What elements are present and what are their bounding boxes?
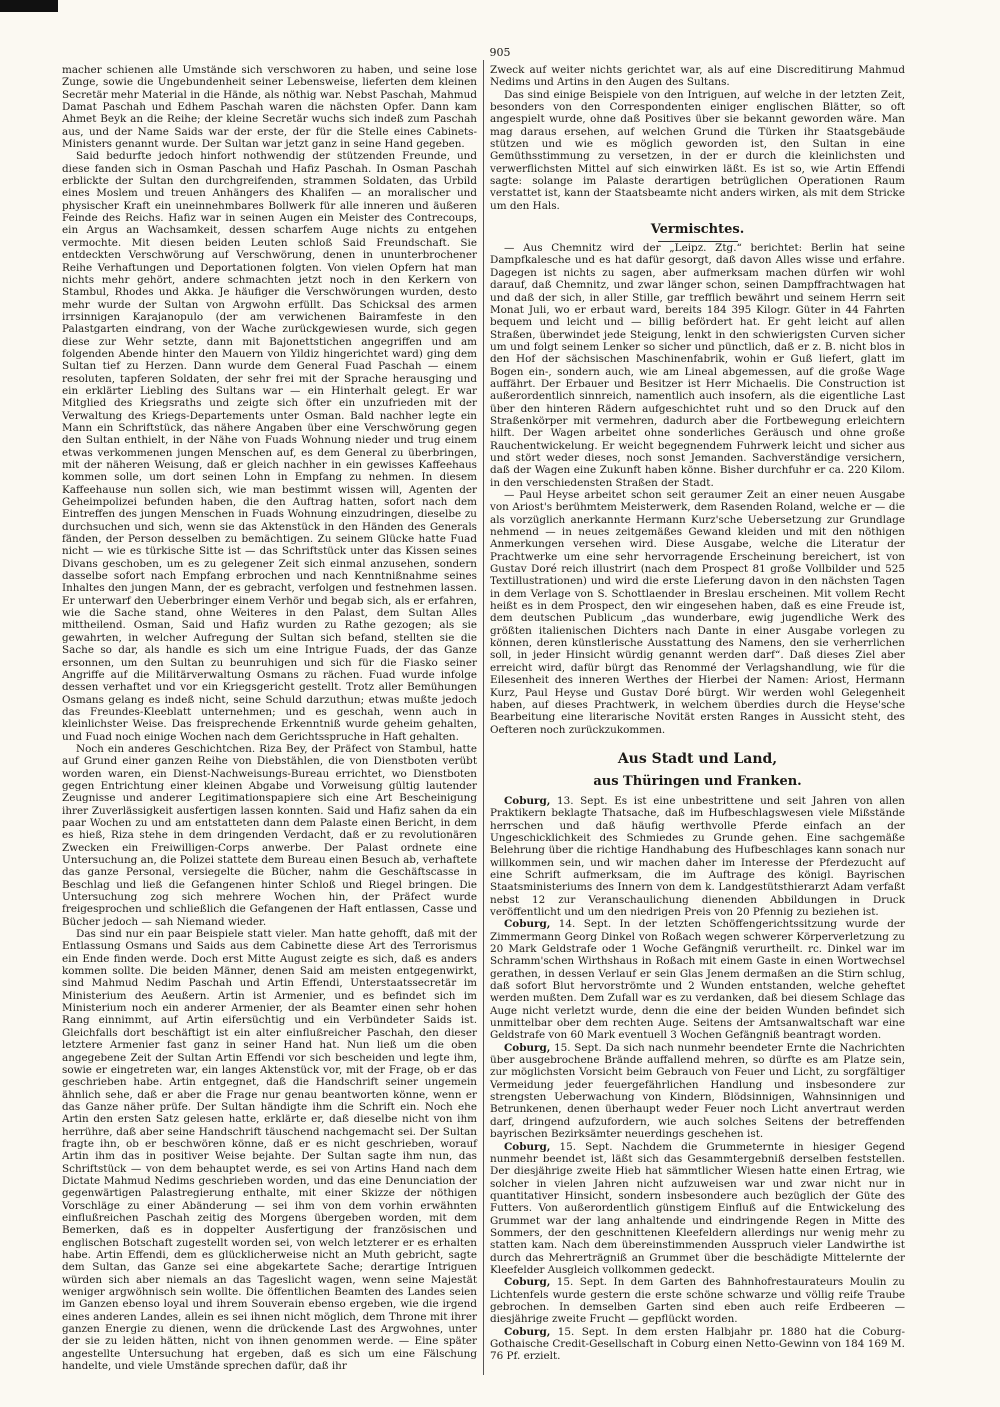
article-paragraph: Das sind einige Beispiele von den Intriguen, auf welche in der letzten Zeit, besonders von den Correspondenten einiger englischen Blätter, so oft angespielt wurde, ohne daß Positives über sie bekannt geworden wäre. Man mag daraus ersehen, auf welchen Grund die Türken ihr Staatsgebäude stützen und wie es möglich geworden ist, den Sultan in eine Gemüthsstimmung zu versetzen, in der er durch die kleinlichsten und verwerflichsten Mittel auf sich einwirken läßt. Es ist so, wie Artin Effendi sagte: solange im Palaste derartigen betrüglichen Operationen Raum verstattet ist, kann der Staatsbeamte nicht anders wirken, als mit dem Stricke um den Hals. — [490, 88, 905, 212]
dateline-place: Coburg, — [504, 1041, 551, 1054]
news-text: 15. Sept. In dem Garten des Bahnhofrestaurateurs Moulin zu Lichtenfels wurde gestern die erste schöne schwarze und völlig reife Traube gebrochen. In demselben Garten sind eben auch reife Erdbeeren — diesjährige zweite Frucht — gepflückt worden. — [490, 1276, 905, 1326]
dateline-place: Coburg, — [504, 1325, 551, 1338]
article-paragraph: macher schienen alle Umstände sich verschworen zu haben, und seine lose Zunge, sowie die Ungebundenheit seiner Lebensweise, lieferten dem kleinen Secretär mehr Material in die Hände, als nöthig war. Nebst Paschah, Mahmud Damat Paschah und Edhem Paschah waren die nächsten Opfer. Dann kam Ahmet Beyk an die Reihe; der kleine Secretär wuchs sich indeß zum Paschah aus, und der Name Saids war der erste, der für die Stelle eines Cabinets-Ministers genannt wurde. Der Sultan war jetzt ganz in seine Hand gegeben. — [62, 64, 477, 151]
news-item: — Paul Heyse arbeitet schon seit geraumer Zeit an einer neuen Ausgabe von Ariost's berühmtem Meisterwerk, dem Rasenden Roland, welche er — die als vorzüglich anerkannte Hermann Kurz'sche Uebersetzung zur Grundlage nehmend — in neues zeitgemäßes Gewand kleiden und mit den nöthigen Anmerkungen versehen wird. Diese Ausgabe, welche die Literatur der Prachtwerke um eine sehr hervorragende Erscheinung bereichert, ist von Gustav Doré reich illustrirt (nach dem Prospect 81 große Vollbilder und 525 Textillustrationen) und wird die erste Lieferung davon in den nächsten Tagen in dem Verlage von S. Schottlaender in Breslau erscheinen. Mit vollem Recht heißt es in dem Prospect, den wir eingesehen haben, daß es eine Freude ist, dem deutschen Publicum „das wunderbare, ewig jugendliche Werk des größten italienischen Dichters nach Dante in einer Ausgabe vorlegen zu können, deren künstlerische Ausstattung des Namens, den sie verherrlichen soll, in jeder Hinsicht würdig genannt werden darf“. Daß dieses Ziel aber erreicht wird, dafür bürgt das Renommé der Verlagshandlung, wie für die Eilesenheit des inneren Werthes der Hierbei der Namen: Ariost, Hermann Kurz, Paul Heyse und Gustav Doré bürgt. Wir werden wohl Gelegenheit haben, auf dieses Prachtwerk, in welchem überdies durch die Heyse'sche Bearbeitung eine literarische Novität ersten Ranges in Aussicht steht, des Oefteren noch zurückzukommen. — [490, 489, 905, 736]
news-text: 15. Sept. Da sich nach nunmehr beendeter Ernte die Nachrichten über ausgebrochene Brände auffallend mehren, so dürfte es am Platze sein, zur möglichsten Vorsicht beim Gebrauch von Feuer und Licht, zu sorgfältiger Vermeidung jeder feuergefährlichen Handlung und insbesondere zur strengsten Ueberwachung von Kindern, Blödsinnigen, Wahnsinnigen und Betrunkenen, denen überhaupt weder Feuer noch Licht anvertraut werden darf, dringend aufzufordern, wie auch solches Seitens der betreffenden bayrischen Bezirksämter neuerdings geschehen ist. — [490, 1041, 905, 1141]
news-text: 13. Sept. Es ist eine unbestrittene und seit Jahren von allen Praktikern beklagte Thatsache, daß im Hufbeschlagswesen viele Mißstände herrschen und daß häufig werthvolle Pferde einfach an der Ungeschicklichkeit des Schmiedes zu Grunde gehen. Eine sachgemäße Belehrung über die richtige Handhabung des Hufbeschlages kann sonach nur willkommen sein, und wir machen daher im Interesse der Pferdezucht auf eine Schrift aufmerksam, die im Auftrage des königl. Bayrischen Staatsministeriums des Innern von dem k. Landgestütsthierarzt Adam verfaßt nebst 12 zur Veranschaulichung dienenden Abbildungen in Druck veröffentlicht und um den niedrigen Preis von 20 Pfennig zu beziehen ist. — [490, 794, 905, 918]
dateline-place: Coburg, — [504, 794, 551, 807]
section-title-local: Aus Stadt und Land, — [617, 750, 778, 767]
vermischtes-body — [490, 242, 905, 736]
left-column — [62, 64, 477, 1372]
news-item: — Aus Chemnitz wird der „Leipz. Ztg.“ berichtet: Berlin hat seine Dampfkalesche und es hat dafür gesorgt, daß davon Alles wisse und erfahre. Dagegen ist nichts zu sagen, aber aufmerksam machen dürfen wir wohl darauf, daß Chemnitz, und zwar länger schon, seinen Dampffrachtwagen hat und daß der sich, in aller Stille, gar trefflich bewährt und seinem Herrn seit Monat Juli, wo er erbaut ward, bereits 184 395 Kilogr. Güter in 44 Fahrten bequem und leicht und — billig befördert hat. Er geht leicht auf allen Straßen, überwindet jede Steigung, lenkt in den schwierigsten Curven sicher um und folgt seinem Lenker so sicher und pünctlich, daß er z. B. nicht blos in den Hof der sächsischen Maschinenfabrik, wohin er Guß liefert, glatt im Bogen ein-, sondern auch, wie am Lineal abgemessen, auf die große Wage auffährt. Der Erbauer und Besitzer ist Herr Michaelis. Die Construction ist außerordentlich sinnreich, namentlich auch insofern, als die eigentliche Last über den hinteren Rädern aufgeschichtet ruht und so den Druck auf den Straßenkörper mit vermehren, dadurch aber die Fortbewegung erleichtern hilft. Der Wagen arbeitet ohne sonderliches Geräusch und ohne große Rauchentwickelung. Er weicht begegnendem Fuhrwerk leicht und sicher aus und stört weder dieses, noch sonst Jemanden. Sachverständige versichern, daß der Wagen eine Zukunft haben könne. Bisher durchfuhr er ca. 220 Kilom. in den verschiedensten Straßen der Stadt. — [490, 242, 905, 489]
news-text: 15. Sept. In dem ersten Halbjahr pr. 1880 hat die Coburg-Gothaische Credit-Gesellschaft in Coburg einen Netto-Gewinn von 184 169 M. 76 Pf. erzielt. — [490, 1325, 905, 1363]
column-divider — [483, 60, 484, 1375]
local-news-item — [490, 795, 905, 918]
dateline-place: Coburg, — [504, 918, 551, 931]
local-news-item — [490, 1141, 905, 1277]
right-intro — [490, 64, 905, 212]
page-number: 905 — [489, 46, 511, 59]
article-paragraph: Das sind nur ein paar Beispiele statt vieler. Man hatte gehofft, daß mit der Entlassung Osmans und Saids aus dem Cabinette diese Art des Terrorismus ein Ende finden werde. Doch erst Mitte August zeigte es sich, daß es anders kommen sollte. Die beiden Männer, denen Said am meisten entgegenwirkt, sind Mahmud Nedim Paschah und Artin Effendi, Unterstaatssecretär im Ministerium des Aeußern. Artin ist Armenier, und es befindet sich im Ministerium noch ein anderer Armenier, der als Beamter einen sehr hohen Rang einnimmt, auf Artin eifersüchtig und ein Verbündeter Saids ist. Gleichfalls dort beschäftigt ist ein alter einflußreicher Paschah, den dieser letztere Armenier fast ganz in seiner Hand hat. Nun ließ um die oben angegebene Zeit der Sultan Artin Effendi vor sich bescheiden und legte ihm, sowie er eingetreten war, ein langes Aktenstück vor, mit der Frage, ob er das geschrieben habe. Artin entgegnet, daß die Handschrift seiner ungemein ähnlich sehe, daß er aber die Frage nur genau beantworten könne, wenn er das Ganze näher prüfe. Der Sultan händigte ihm die Schrift ein. Noch ehe Artin den ersten Satz gelesen hatte, erklärte er, daß dieselbe nicht von ihm herrühre, daß aber seine Handschrift täuschend nachgemacht sei. Der Sultan fragte ihn, ob er beschwören könne, daß er es nicht geschrieben, worauf Artin ihm das in positiver Weise bejahte. Der Sultan sagte ihm nun, das Schriftstück — von dem behauptet werde, es sei von Artins Hand nach dem Dictate Mahmud Nedims geschrieben worden, und das eine Denunciation der gegenwärtigen Palastregierung enthalte, mit einer Skizze der nöthigen Vorschläge zu einer Abänderung — sei ihm von dem vorhin erwähnten einflußreichen Paschah zeitig des Morgens übergeben worden, mit dem Bemerken, daß es in doppelter Ausfertigung der französischen und englischen Botschaft zugestellt worden sei, von welch letzterer er es erhalten habe. Artin Effendi, dem es glücklicherweise nicht an Muth gebricht, sagte dem Sultan, das Ganze sei eine abgekartete Sache; derartige Intriguen würden sich aber niemals an das Tageslicht wagen, wenn seine Majestät weniger argwöhnisch sein wollte. Die öffentlichen Beamten des Landes seien im Ganzen ebenso loyal und ihrem Souverain ebenso ergeben, wie die irgend eines anderen Landes, allein es sei ihnen nicht möglich, dem Throne mit ihrer ganzen Energie zu dienen, wenn die drückende Last des Argwohnes, unter der sie zu leiden hätten, nicht von ihnen genommen werde. — Eine später angestellte Untersuchung hat ergeben, daß es sich um eine Fälschung handelte, und viele Umstände sprechen dafür, daß ihr — [62, 928, 477, 1373]
news-text: 15. Sept. Nachdem die Grummeternte in hiesiger Gegend nunmehr beendet ist, läßt sich das Gesammtergebniß derselben feststellen. Der diesjährige zweite Hieb hat sämmtlicher Wiesen hatte einen Ertrag, wie solcher in vielen Jahren nicht aufzuweisen war und zwar nicht nur in quantitativer Hinsicht, sondern insbesondere auch bezüglich der Güte des Futters. Von außerordentlich günstigem Einfluß auf die Entwickelung des Grummet war der lang anhaltende und eindringende Regen in Mitte des Sommers, der den geschnittenen Kleefeldern allerdings nur wenig mehr zu statten kam. Nach dem übereinstimmenden Ausspruch vieler Landwirthe ist durch das Mehrerträgniß an Grummet über die beschädigte Mittelernte der Kleefelder Ausgleich vollkommen gedeckt. — [490, 1140, 905, 1276]
local-news-item — [490, 1276, 905, 1325]
news-text: 14. Sept. In der letzten Schöffengerichtssitzung wurde der Zimmermann Georg Dinkel von Roßach wegen schwerer Körperverletzung zu 20 Mark Geldstrafe oder 1 Woche Gefängniß verurtheilt. rc. Dinkel war im Schramm'schen Wirthshaus in Roßach mit einem Gaste in einen Wortwechsel gerathen, in dessen Verlauf er sein Glas Jenem dermaßen an die Stirn schlug, daß sofort Blut hervorströmte und 2 Wunden entstanden, welche geheftet werden mußten. Dem Zufall war es zu verdanken, daß bei diesem Schlage das Auge nicht verletzt wurde, denn die eine der beiden Wunden befindet sich unmittelbar ober dem rechten Auge. Seitens der Amtsanwaltschaft war eine Geldstrafe von 60 Mark eventuell 3 Wochen Gefängniß beantragt worden. — [490, 918, 905, 1042]
section-title-vermischtes: Vermischtes. — [650, 222, 745, 238]
article-paragraph: Noch ein anderes Geschichtchen. Riza Bey, der Präfect von Stambul, hatte auf Grund einer ganzen Reihe von Diebstählen, die von Dienstboten verübt worden waren, ein Dienst-Nachweisungs-Bureau errichtet, wo Dienstboten gegen Entrichtung einer kleinen Abgabe und Vorweisung gültig lautender Zeugnisse und anderer Legitimationspapiere sich eine Art Bescheinigung ihrer Zuverlässigkeit ausfertigen lassen konnten. Said und Hafiz sahen da ein paar Wochen zu und am entstatteten dann dem Palaste einen Bericht, in dem es hieß, Riza stehe in dem dringenden Verdacht, daß er zu revolutionären Zwecken ein Freiwilligen-Corps anwerbe. Der Palast ordnete eine Untersuchung an, die Polizei stattete dem Bureau einen Besuch ab, verhaftete das ganze Personal, versiegelte die Bücher, nahm die Geschäftscasse in Beschlag und ließ die Gefangenen hinter Schloß und Riegel bringen. Die Untersuchung zog sich mehrere Wochen hin, der Präfect wurde freigesprochen und schließlich die Gefangenen der Haft entlassen, Casse und Bücher jedoch — sah Niemand wieder. — [62, 742, 477, 928]
corner-mark — [0, 0, 58, 12]
article-paragraph: Said bedurfte jedoch hinfort nothwendig der stützenden Freunde, und diese fanden sich in Osman Paschah und Hafiz Paschah. In Osman Paschah erblickte der Sultan den durchgreifenden, strammen Soldaten, das Urbild eines Moslem und treuen Anhängers des Khalifen — an moralischer und physischer Kraft ein uneinnehmbares Bollwerk für alle inneren und äußeren Feinde des Reichs. Hafiz war in seinen Augen ein Meister des Contrecoups, ein Argus an Wachsamkeit, dessen scharfem Auge nichts zu entgehen vermochte. Mit diesen beiden Leuten schloß Said Freundschaft. Sie entdeckten Verschwörung auf Verschwörung, denen in ununterbrochener Reihe Verhaftungen und Deportationen folgten. Von vielen Opfern hat man nichts mehr gehört, andere schmachten jetzt noch in den Kerkern von Stambul, Rhodes und Akka. Je häufiger die Verschwörungen wurden, desto mehr wurde der Sultan von Argwohn erfüllt. Das Schicksal des armen irrsinnigen Karajanopulo (der am verwichenen Bairamfeste in den Palastgarten eindrang, von der Wache zurückgewiesen wurde, sich gegen diese zur Wehr setzte, dann mit Bajonettstichen angegriffen und am folgenden Abende hinter den Mauern von Yildiz hingerichtet ward) ging dem Sultan tief zu Herzen. Dann wurde dem General Fuad Paschah — einem resoluten, tapferen Soldaten, der sehr frei mit der Sprache herausging und ein erklärter Liebling des Sultans war — ein Hinterhalt gelegt. Er war Mitglied des Kriegsraths und zeigte sich öfter ein unzufrieden mit der Verwaltung des Kriegs-Departements unter Osman. Bald nachher legte ein Mann ein Schriftstück, das nähere Angaben über eine Verschwörung gegen den Sultan enthielt, in der Nähe von Fuads Wohnung nieder und trug einem etwas verkommenen jungen Menschen auf, es dem General zu überbringen, mit der näheren Weisung, daß er gleich nachher in ein gewisses Kaffeehaus kommen solle, um dort seinen Lohn in Empfang zu nehmen. In diesem Kaffeehause nun sollen sich, wie man bestimmt wissen will, Agenten der Geheimpolizei befunden haben, die den Auftrag hatten, sofort nach dem Eintreffen des jungen Menschen in Fuads Wohnung einzudringen, dieselbe zu durchsuchen und sich, wenn sie das Aktenstück in den Händen des Generals fänden, der Person desselben zu bemächtigen. Zu seinem Glücke hatte Fuad nicht — wie es türkische Sitte ist — das Schriftstück unter das Kissen seines Divans geschoben, um es zu gelegener Zeit sich einmal anzusehen, sondern dasselbe sofort nach Empfang erbrochen und nach Kenntnißnahme seines Inhaltes den jungen Mann, der es gebracht, verfolgen und festnehmen lassen. Er unterwarf den Ueberbringer einem Verhör und begab sich, als er erfahren, wie die Sache stand, ohne Weiteres in den Palast, dem Sultan Alles mittheilend. Osman, Said und Hafiz wurden zu Rathe gezogen; als sie gewahrten, in welcher Aufregung der Sultan sich befand, stellten sie die Sache so dar, als handle es sich um eine Intrigue Fuads, der das Ganze ersonnen, um den Sultan zu beunruhigen und sich für die Fiasko seiner Angriffe auf die Militärverwaltung Osmans zu rächen. Fuad wurde infolge dessen verhaftet und vor ein Kriegsgericht gestellt. Trotz aller Bemühungen Osmans gelang es indeß nicht, seine Schuld darzuthun; etwas mußte jedoch das Freundes-Kleeblatt unternehmen; und es geschah, wenn auch in kleinlichster Weise. Das freisprechende Erkenntniß wurde geheim gehalten, und Fuad noch einige Wochen nach dem Gerichtsspruche in Haft gehalten. — [62, 150, 477, 743]
dateline-place: Coburg, — [504, 1276, 551, 1289]
local-news-item — [490, 1042, 905, 1141]
article-paragraph: Zweck auf weiter nichts gerichtet war, als auf eine Discreditirung Mahmud Nedims und Artins in den Augen des Sultans. — [490, 64, 905, 89]
local-news-item — [490, 1326, 905, 1363]
right-column — [490, 64, 905, 1363]
local-news-item — [490, 918, 905, 1041]
local-body — [490, 795, 905, 1363]
section-subtitle-local: aus Thüringen und Franken. — [593, 773, 802, 789]
dateline-place: Coburg, — [504, 1140, 551, 1153]
